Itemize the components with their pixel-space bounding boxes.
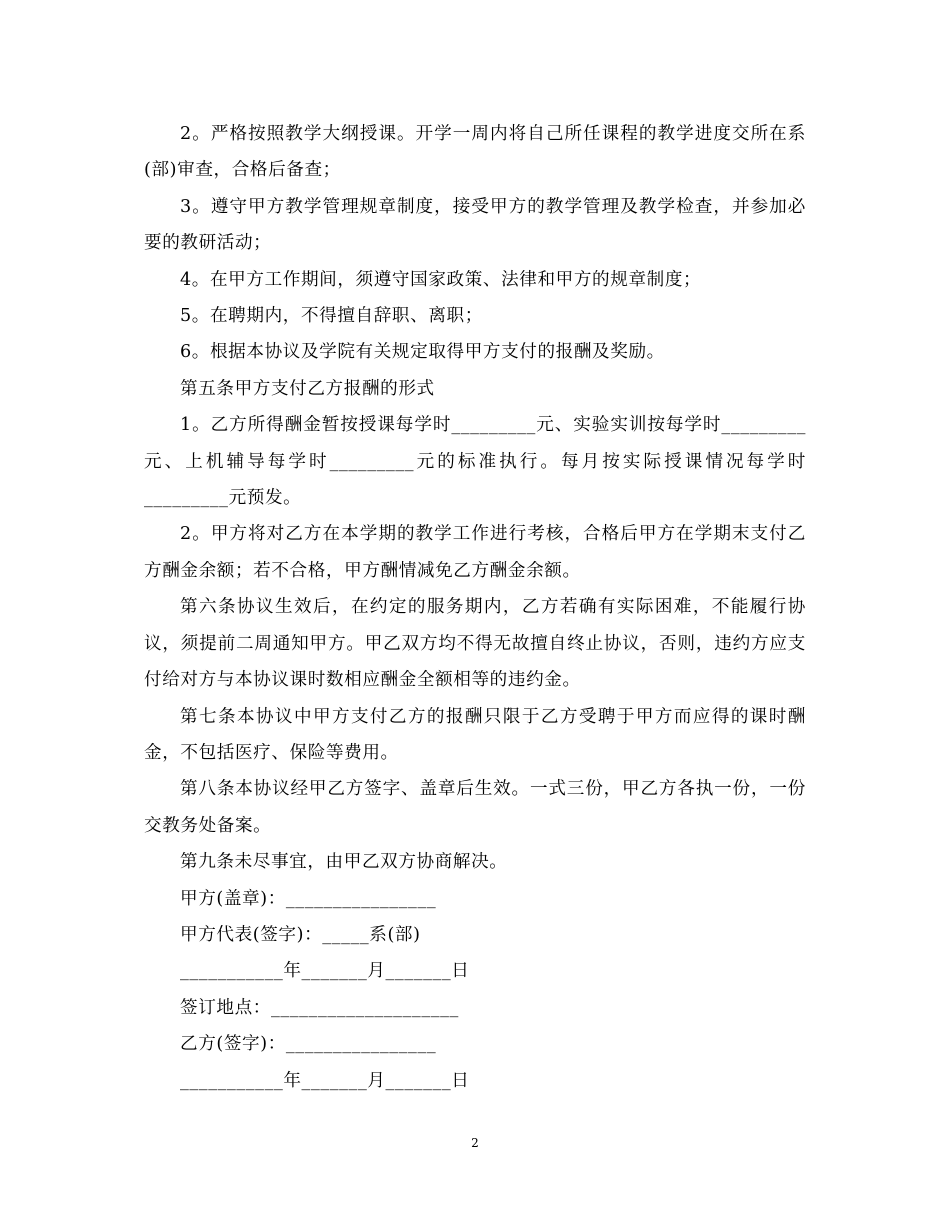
article-5-item-1: 1。乙方所得酬金暂按授课每学时_________元、实验实训按每学时_________元、上机辅导每学时_________元的标准执行。每月按实际授课情况每学时_________元预发。 xyxy=(144,415,806,509)
party-a-seal-line: 甲方(盖章)：________________ xyxy=(180,888,437,909)
clause-item-2: 2。严格按照教学大纲授课。开学一周内将自己所任课程的教学进度交所在系(部)审查，合格后备查； xyxy=(144,124,806,181)
article-5-item-2: 2。甲方将对乙方在本学期的教学工作进行考核，合格后甲方在学期末支付乙方酬金余额；若不合格，甲方酬情减免乙方酬金余额。 xyxy=(144,524,806,581)
article-5-heading: 第五条甲方支付乙方报酬的形式 xyxy=(180,378,435,399)
clause-item-3: 3。遵守甲方教学管理规章制度，接受甲方的教学管理及教学检查，并参加必要的教研活动； xyxy=(144,196,806,254)
clause-item-4: 4。在甲方工作期间，须遵守国家政策、法律和甲方的规章制度； xyxy=(180,269,702,290)
page-number: 2 xyxy=(471,1136,479,1150)
article-7: 第七条本协议中甲方支付乙方的报酬只限于乙方受聘于甲方而应得的课时酬金，不包括医疗、保险等费用。 xyxy=(144,706,806,763)
party-b-signature-line: 乙方(签字)：________________ xyxy=(180,1034,437,1055)
party-b-date-line: ___________年_______月_______日 xyxy=(180,1070,470,1091)
article-9: 第九条未尽事宜，由甲乙双方协商解决。 xyxy=(180,852,508,873)
signing-place-line: 签订地点：____________________ xyxy=(180,997,459,1018)
article-8: 第八条本协议经甲乙方签字、盖章后生效。一式三份，甲乙方各执一份，一份交教务处备案。 xyxy=(144,779,806,836)
clause-item-5: 5。在聘期内，不得擅自辞职、离职； xyxy=(180,306,483,327)
article-6: 第六条协议生效后，在约定的服务期内，乙方若确有实际困难，不能履行协议，须提前二周通知甲方。甲乙双方均不得无故擅自终止协议，否则，违约方应支付给对方与本协议课时数相应酬金全额相等的违约金。 xyxy=(144,597,806,691)
document-body xyxy=(144,116,806,1099)
party-a-date-line: ___________年_______月_______日 xyxy=(180,961,470,982)
party-a-representative-line: 甲方代表(签字)：_____系(部) xyxy=(180,924,421,945)
clause-item-6: 6。根据本协议及学院有关规定取得甲方支付的报酬及奖励。 xyxy=(180,342,665,363)
